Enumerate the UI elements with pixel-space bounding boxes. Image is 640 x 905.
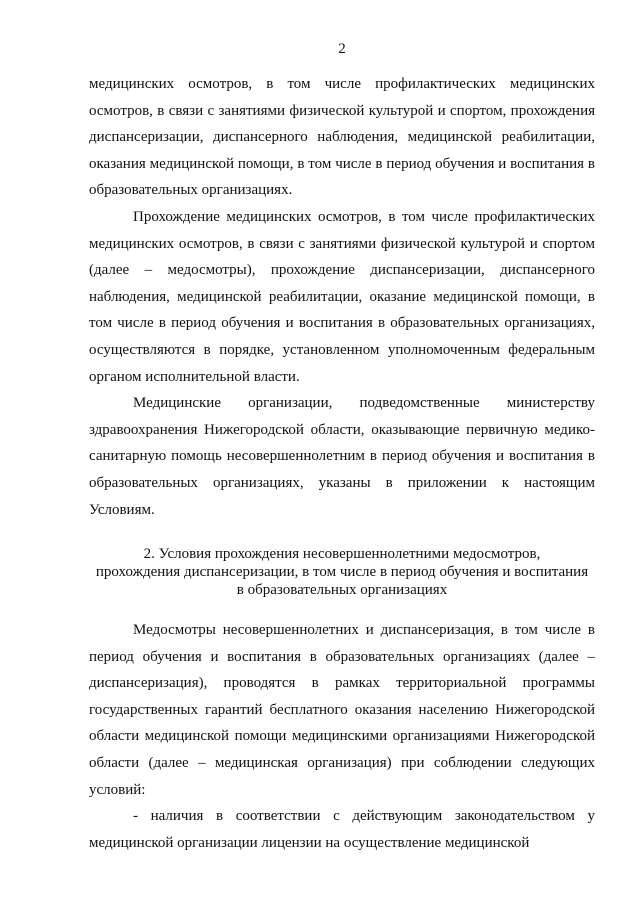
paragraph-checkups-conditions: Медосмотры несовершеннолетних и диспансеризация, в том числе в период обучения и воспитания в образовательных организациях (далее – диспансеризация), проводятся в рамках территориальной программы государственных гарантий бесплатного оказания населению Нижегородской области медицинской помощи медицинскими организациями Нижегородской области (далее – медицинская организация) при соблюдении следующих условий: bbox=[89, 622, 595, 798]
paragraph-license-condition: - наличия в соответствии с действующим законодательством у медицинской организации лицензии на осуществление медицинской bbox=[89, 808, 595, 851]
section-title-line: прохождения диспансеризации, в том числе в период обучения и воспитания bbox=[95, 564, 589, 581]
paragraph-checkups-procedure: Прохождение медицинских осмотров, в том числе профилактических медицинских осмотров, в связи с занятиями физической культурой и спортом (далее – медосмотры), прохождение диспансеризации, диспансерного наблюдения, медицинской реабилитации, оказание медицинской помощи, в том числе в период обучения и воспитания в образовательных организациях, осуществляются в порядке, установленном уполномоченным федеральным органом исполнительной власти. bbox=[89, 208, 595, 385]
paragraph-medical-checkups-continuation: медицинских осмотров, в том числе профилактических медицинских осмотров, в связи с занятиями физической культурой и спортом, прохождения диспансеризации, диспансерного наблюдения, медицинской реабилитации, оказания медицинской помощи, в том числе в период обучения и воспитания в образовательных организациях. bbox=[89, 76, 595, 199]
paragraph-medical-organizations: Медицинские организации, подведомственные министерству здравоохранения Нижегородской области, оказывающие первичную медико-санитарную помощь несовершеннолетним в период обучения и воспитания в образовательных организациях, указаны в приложении к настоящим Условиям. bbox=[89, 395, 595, 518]
page-number: 2 bbox=[338, 41, 346, 57]
section-title bbox=[89, 545, 595, 599]
section-title-line: в образовательных организациях bbox=[236, 582, 448, 599]
section-title-line: 2. Условия прохождения несовершеннолетними медосмотров, bbox=[143, 546, 541, 563]
